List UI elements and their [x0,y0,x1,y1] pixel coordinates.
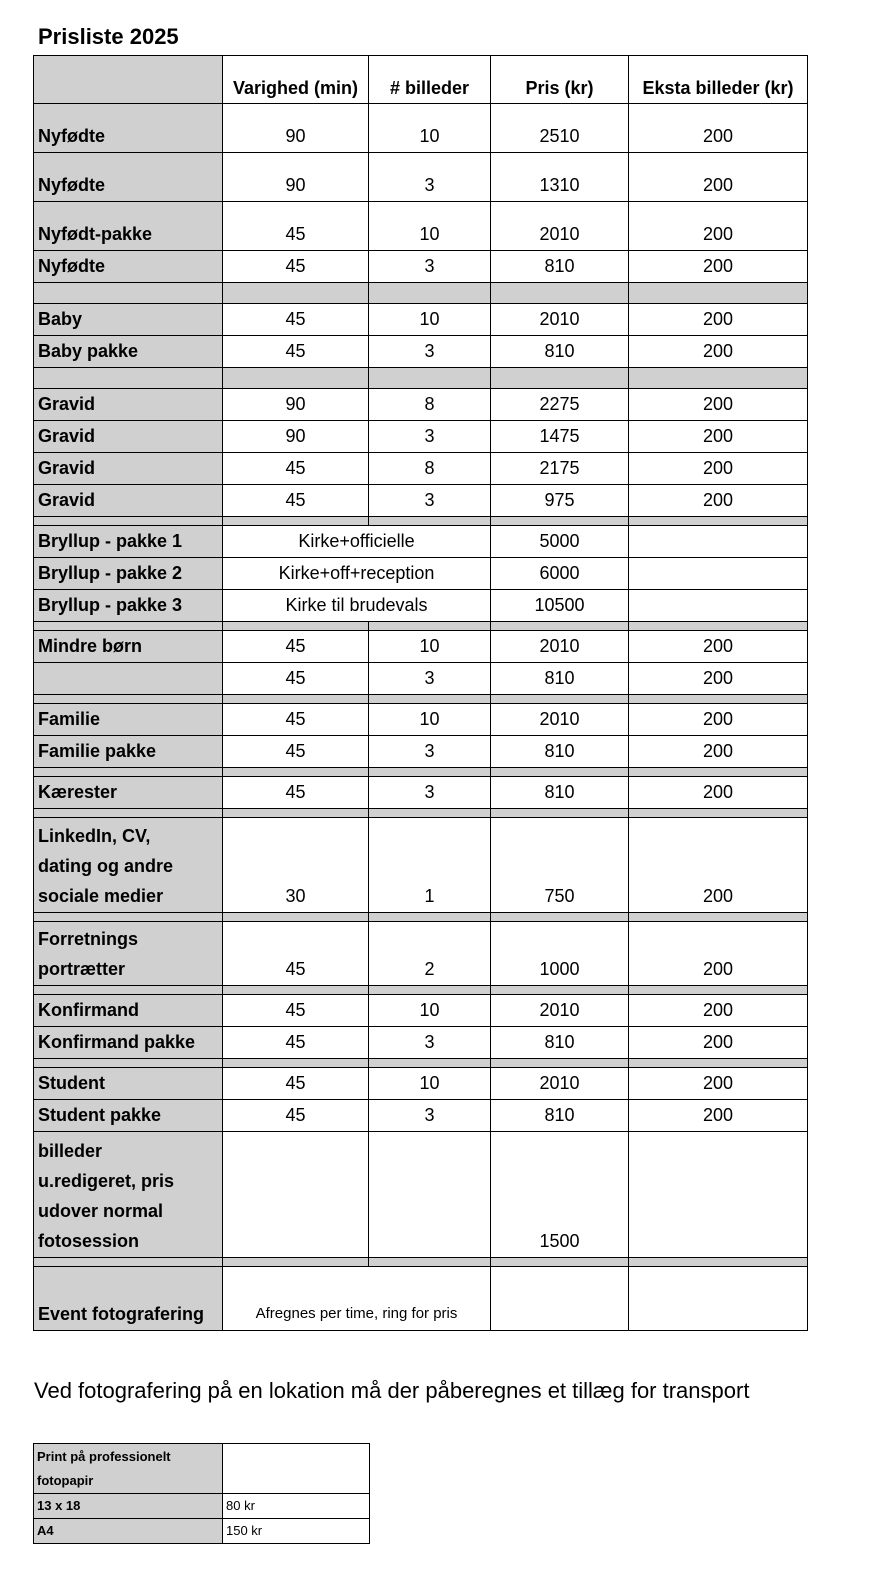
row-label: Baby pakke [34,336,223,368]
row-images: 10 [369,631,491,663]
row-label-line: portrætter [38,959,126,979]
print-price: 150 kr [223,1519,370,1544]
row-extra: 200 [629,202,808,251]
row-duration: 45 [223,663,369,695]
row-label: Nyfødte [34,104,223,153]
separator-row [34,809,808,818]
row-description: Kirke+officielle [223,526,491,558]
transport-note: Ved fotografering på en lokation må der påberegnes et tillæg for transport [34,1378,750,1403]
row-duration: 90 [223,104,369,153]
row-label-line: billeder [38,1141,103,1161]
row-label: Baby [34,304,223,336]
row-images: 8 [369,389,491,421]
row-extra: 200 [629,736,808,768]
row-extra: 200 [629,104,808,153]
row-label: Nyfødte [34,153,223,202]
row-images: 3 [369,485,491,517]
row-label: Student [34,1068,223,1100]
row-label: Bryllup - pakke 1 [34,526,223,558]
row-duration: 90 [223,389,369,421]
table-row [34,1100,808,1132]
row-label: Gravid [34,485,223,517]
row-label: Nyfødte [34,251,223,283]
header-extra: Eksta billeder (kr) [629,56,808,104]
print-header-label [34,1444,223,1494]
row-images: 3 [369,777,491,809]
table-row [34,663,808,695]
row-extra: 200 [629,336,808,368]
row-images: 3 [369,251,491,283]
row-price: 2010 [491,304,629,336]
row-price: 2010 [491,704,629,736]
row-images: 3 [369,736,491,768]
row-label: Kærester [34,777,223,809]
row-label: Event fotografering [34,1267,223,1331]
row-duration: 45 [223,736,369,768]
row-extra: 200 [629,304,808,336]
row-label [34,1132,223,1258]
table-row [34,526,808,558]
print-price-table [33,1443,370,1544]
row-label [34,818,223,913]
table-row [34,104,808,153]
row-label: Gravid [34,421,223,453]
row-extra: 200 [629,704,808,736]
row-extra [629,1132,808,1258]
row-price: 2510 [491,104,629,153]
row-extra: 200 [629,663,808,695]
page-title: Prisliste 2025 [38,24,179,49]
row-price: 2010 [491,995,629,1027]
separator-row [34,517,808,526]
row-price: 810 [491,336,629,368]
separator-row [34,913,808,922]
table-row [34,1267,808,1331]
row-description: Afregnes per time, ring for pris [223,1267,491,1331]
table-row [34,736,808,768]
table-row [34,1068,808,1100]
print-row [34,1519,370,1544]
row-label: Bryllup - pakke 3 [34,590,223,622]
row-duration: 90 [223,153,369,202]
row-label: Konfirmand [34,995,223,1027]
row-images: 3 [369,1027,491,1059]
row-duration: 90 [223,421,369,453]
row-label: Familie pakke [34,736,223,768]
row-label: Familie [34,704,223,736]
row-extra: 200 [629,777,808,809]
row-price: 810 [491,1100,629,1132]
separator-row [34,283,808,304]
row-images: 10 [369,104,491,153]
row-duration: 45 [223,304,369,336]
price-table [33,55,808,1331]
table-row [34,818,808,913]
row-extra [629,558,808,590]
print-size: A4 [34,1519,223,1544]
row-price: 1500 [491,1132,629,1258]
row-duration: 45 [223,1100,369,1132]
table-row [34,590,808,622]
row-extra: 200 [629,485,808,517]
row-extra: 200 [629,453,808,485]
row-duration: 45 [223,1068,369,1100]
row-price: 2010 [491,202,629,251]
separator-row [34,768,808,777]
row-duration: 45 [223,453,369,485]
row-label-line: u.redigeret, pris [38,1171,175,1191]
table-row [34,558,808,590]
row-price: 810 [491,777,629,809]
row-duration: 45 [223,251,369,283]
header-duration: Varighed (min) [223,56,369,104]
print-row [34,1494,370,1519]
row-price: 1310 [491,153,629,202]
row-images: 10 [369,995,491,1027]
print-header-line: fotopapir [37,1473,94,1488]
row-description: Kirke til brudevals [223,590,491,622]
row-label-line: dating og andre [38,856,173,876]
table-row [34,336,808,368]
row-price: 6000 [491,558,629,590]
table-row [34,485,808,517]
row-images: 10 [369,202,491,251]
row-extra: 200 [629,818,808,913]
row-images: 3 [369,336,491,368]
separator-row [34,622,808,631]
row-duration: 45 [223,1027,369,1059]
row-images: 3 [369,153,491,202]
row-extra: 200 [629,1027,808,1059]
row-duration: 45 [223,777,369,809]
row-duration [223,1132,369,1258]
row-label: Mindre børn [34,631,223,663]
table-row [34,202,808,251]
row-price: 5000 [491,526,629,558]
print-price: 80 kr [223,1494,370,1519]
header-images: # billeder [369,56,491,104]
header-price: Pris (kr) [491,56,629,104]
row-extra: 200 [629,631,808,663]
row-duration: 45 [223,485,369,517]
row-price: 810 [491,736,629,768]
separator-row [34,368,808,389]
row-duration: 45 [223,202,369,251]
row-label-line: sociale medier [38,886,164,906]
table-row [34,704,808,736]
table-row [34,389,808,421]
row-images: 8 [369,453,491,485]
row-images [369,1132,491,1258]
table-row [34,453,808,485]
row-price: 810 [491,251,629,283]
row-label: Nyfødt-pakke [34,202,223,251]
table-row [34,304,808,336]
print-header-row [34,1444,370,1494]
row-images: 10 [369,304,491,336]
row-label-line: fotosession [38,1231,140,1251]
row-extra: 200 [629,1100,808,1132]
separator-row [34,1258,808,1267]
row-extra: 200 [629,153,808,202]
row-price: 2010 [491,1068,629,1100]
row-duration: 45 [223,336,369,368]
row-images: 10 [369,1068,491,1100]
row-label: Konfirmand pakke [34,1027,223,1059]
row-extra: 200 [629,1068,808,1100]
row-extra: 200 [629,251,808,283]
row-label [34,663,223,695]
print-header-line: Print på professionelt [37,1449,171,1464]
row-label: Student pakke [34,1100,223,1132]
table-row [34,777,808,809]
row-price: 1475 [491,421,629,453]
row-duration: 45 [223,704,369,736]
row-duration: 30 [223,818,369,913]
row-price: 975 [491,485,629,517]
print-size: 13 x 18 [34,1494,223,1519]
separator-row [34,986,808,995]
header-row [34,56,808,104]
table-row [34,421,808,453]
row-duration: 45 [223,631,369,663]
row-images: 10 [369,704,491,736]
row-images: 2 [369,922,491,986]
row-label: Gravid [34,453,223,485]
row-extra: 200 [629,922,808,986]
row-label [34,922,223,986]
row-price: 810 [491,663,629,695]
row-extra [629,590,808,622]
row-description: Kirke+off+reception [223,558,491,590]
row-images: 3 [369,1100,491,1132]
table-row [34,631,808,663]
row-label-line: udover normal [38,1201,164,1221]
row-extra: 200 [629,995,808,1027]
row-images: 3 [369,663,491,695]
separator-row [34,1059,808,1068]
row-label: Gravid [34,389,223,421]
row-images: 3 [369,421,491,453]
table-row [34,995,808,1027]
row-extra [629,1267,808,1331]
row-extra: 200 [629,389,808,421]
row-images: 1 [369,818,491,913]
row-price: 2175 [491,453,629,485]
row-price [491,1267,629,1331]
row-price: 750 [491,818,629,913]
row-label: Bryllup - pakke 2 [34,558,223,590]
header-corner [34,56,223,104]
row-label-line: LinkedIn, CV, [38,826,151,846]
table-row [34,1027,808,1059]
row-price: 2010 [491,631,629,663]
row-duration: 45 [223,922,369,986]
table-row [34,1132,808,1258]
table-row [34,251,808,283]
row-price: 1000 [491,922,629,986]
row-extra: 200 [629,421,808,453]
print-header-value [223,1444,370,1494]
row-label-line: Forretnings [38,929,139,949]
row-price: 2275 [491,389,629,421]
row-extra [629,526,808,558]
row-duration: 45 [223,995,369,1027]
table-row [34,922,808,986]
table-row [34,153,808,202]
row-price: 10500 [491,590,629,622]
row-price: 810 [491,1027,629,1059]
separator-row [34,695,808,704]
